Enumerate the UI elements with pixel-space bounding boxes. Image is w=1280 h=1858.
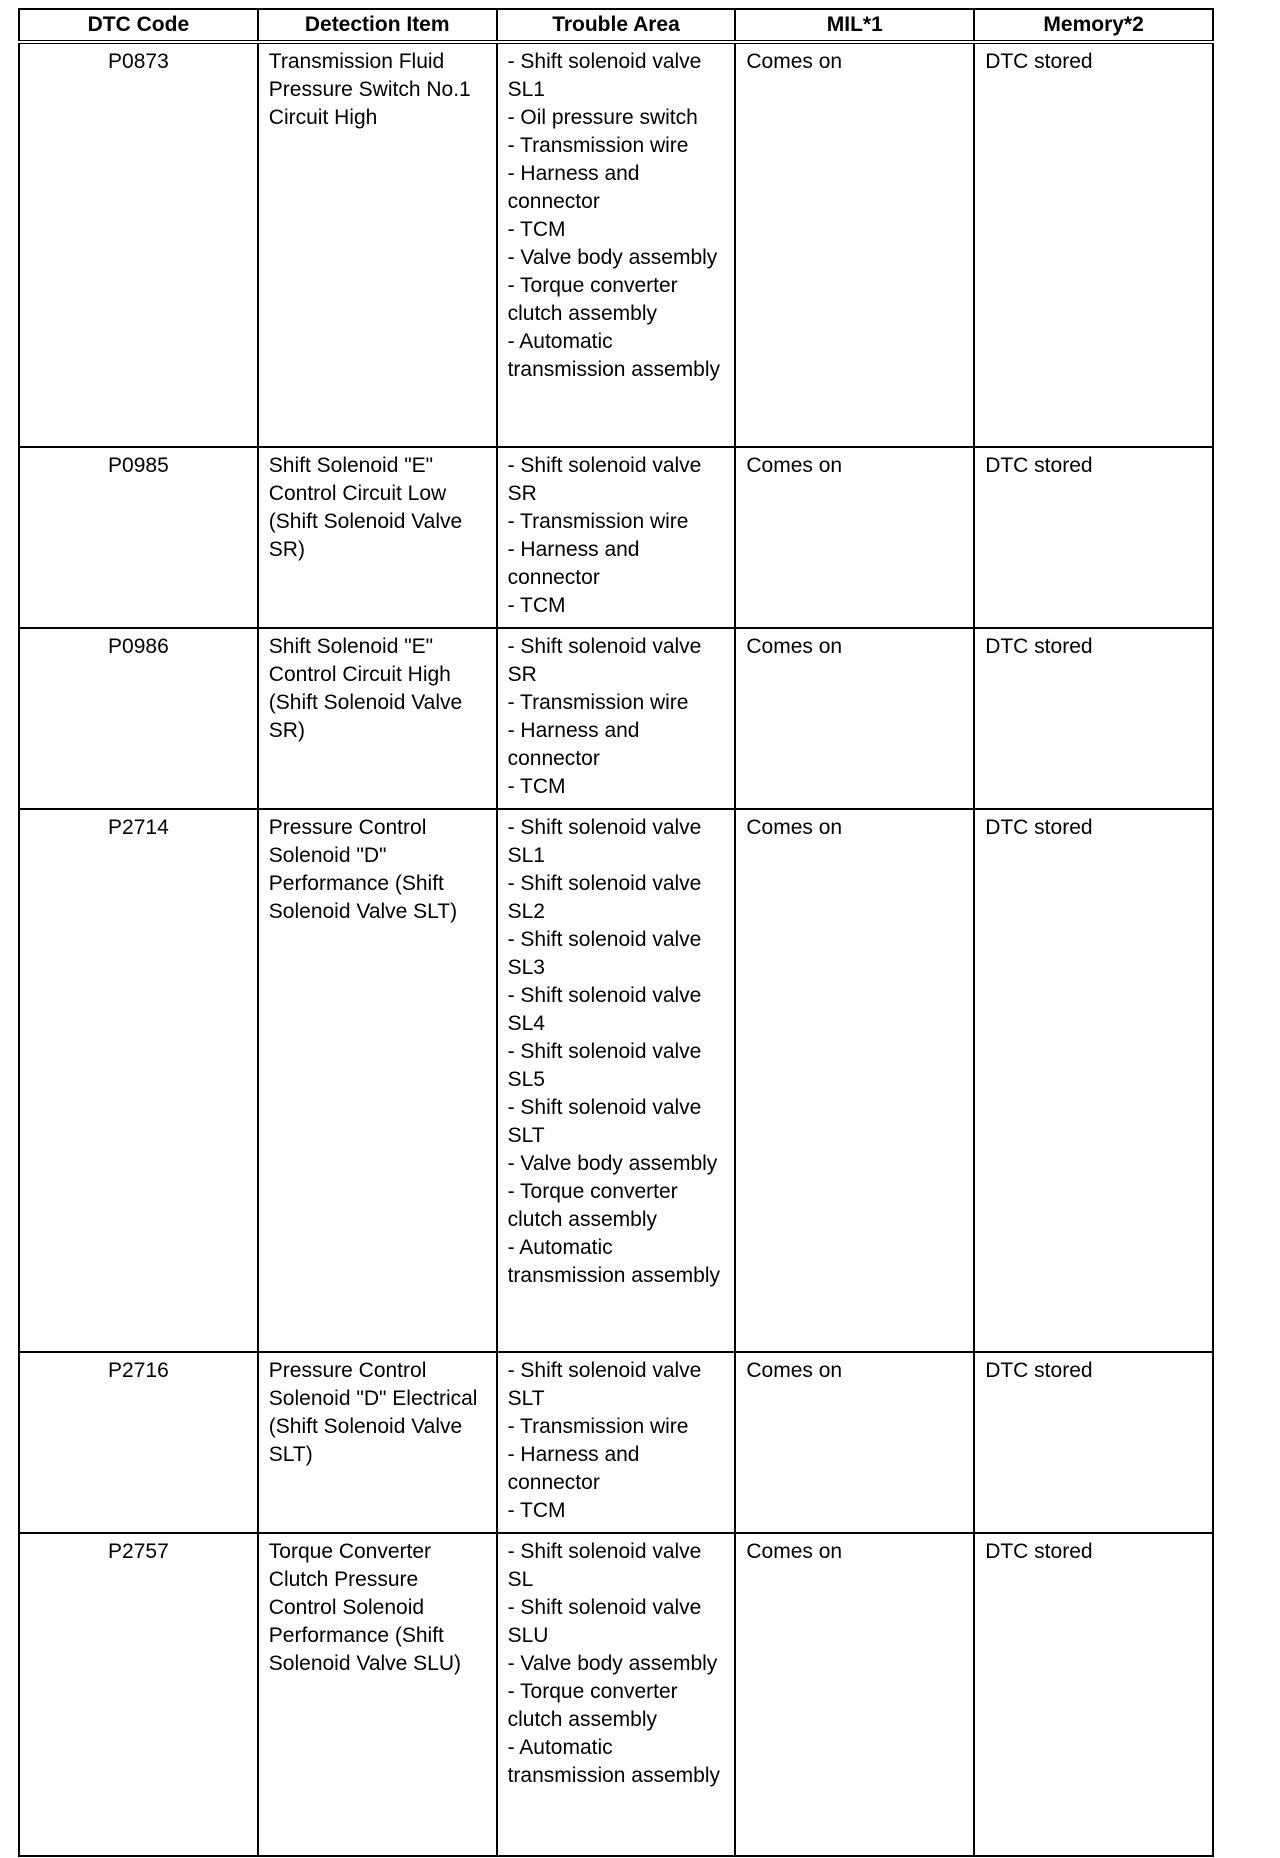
detection-item-cell: Transmission Fluid Pressure Switch No.1 Circuit High (258, 42, 497, 447)
trouble-area-item: - Torque converter clutch assembly (507, 1680, 678, 1731)
dtc-code-cell: P2757 (19, 1533, 258, 1856)
trouble-area-item: - Shift solenoid valve SLT (507, 1096, 702, 1147)
table-row (19, 809, 1213, 1352)
detection-item-cell: Pressure Control Solenoid "D" Performance (Shift Solenoid Valve SLT) (258, 809, 497, 1352)
trouble-area-item: - Valve body assembly (507, 1152, 718, 1175)
trouble-area-item: - TCM (507, 775, 566, 798)
trouble-area-item: - Torque converter clutch assembly (507, 274, 678, 325)
trouble-area-item: - Shift solenoid valve SL (507, 1540, 702, 1591)
trouble-area-item: - Valve body assembly (507, 1652, 718, 1675)
table-row (19, 1352, 1213, 1533)
dtc-code-cell: P0873 (19, 42, 258, 447)
header-dtc-code: DTC Code (19, 9, 258, 42)
trouble-area-item: - Shift solenoid valve SL3 (507, 928, 702, 979)
trouble-area-item: - Harness and connector (507, 538, 640, 589)
trouble-area-cell (497, 628, 736, 809)
header-memory: Memory*2 (974, 9, 1213, 42)
trouble-area-item: - Valve body assembly (507, 246, 718, 269)
header-row (19, 9, 1213, 42)
detection-item-cell: Pressure Control Solenoid "D" Electrical (Shift Solenoid Valve SLT) (258, 1352, 497, 1533)
mil-cell: Comes on (735, 1352, 974, 1533)
memory-cell: DTC stored (974, 1352, 1213, 1533)
trouble-area-item: - Transmission wire (507, 134, 689, 157)
header-mil: MIL*1 (735, 9, 974, 42)
trouble-area-item: - Shift solenoid valve SLU (507, 1596, 702, 1647)
dtc-code-cell: P0985 (19, 447, 258, 628)
mil-cell: Comes on (735, 628, 974, 809)
memory-cell: DTC stored (974, 628, 1213, 809)
table-row (19, 628, 1213, 809)
trouble-area-item: - Oil pressure switch (507, 106, 698, 129)
trouble-area-item: - Shift solenoid valve SR (507, 454, 702, 505)
dtc-table (18, 8, 1214, 1857)
trouble-area-item: - TCM (507, 1499, 566, 1522)
trouble-area-item: - Harness and connector (507, 162, 640, 213)
detection-item-cell: Torque Converter Clutch Pressure Control Solenoid Performance (Shift Solenoid Valve SLU) (258, 1533, 497, 1856)
trouble-area-cell (497, 809, 736, 1352)
mil-cell: Comes on (735, 1533, 974, 1856)
trouble-area-cell (497, 1533, 736, 1856)
memory-cell: DTC stored (974, 1533, 1213, 1856)
mil-cell: Comes on (735, 447, 974, 628)
trouble-area-item: - Shift solenoid valve SLT (507, 1359, 702, 1410)
trouble-area-item: - TCM (507, 218, 566, 241)
trouble-area-item: - Automatic transmission assembly (507, 1236, 720, 1287)
detection-item-cell: Shift Solenoid "E" Control Circuit Low (Shift Solenoid Valve SR) (258, 447, 497, 628)
trouble-area-item: - Torque converter clutch assembly (507, 1180, 678, 1231)
trouble-area-item: - Transmission wire (507, 691, 689, 714)
table-row (19, 1533, 1213, 1856)
trouble-area-item: - Transmission wire (507, 510, 689, 533)
mil-cell: Comes on (735, 42, 974, 447)
header-trouble-area: Trouble Area (497, 9, 736, 42)
trouble-area-cell (497, 42, 736, 447)
trouble-area-item: - Harness and connector (507, 1443, 640, 1494)
detection-item-cell: Shift Solenoid "E" Control Circuit High (Shift Solenoid Valve SR) (258, 628, 497, 809)
trouble-area-item: - Transmission wire (507, 1415, 689, 1438)
dtc-code-cell: P2714 (19, 809, 258, 1352)
trouble-area-cell (497, 1352, 736, 1533)
dtc-code-cell: P2716 (19, 1352, 258, 1533)
table-row (19, 447, 1213, 628)
trouble-area-cell (497, 447, 736, 628)
table-body (19, 42, 1213, 1856)
memory-cell: DTC stored (974, 42, 1213, 447)
header-detection-item: Detection Item (258, 9, 497, 42)
trouble-area-item: - Shift solenoid valve SL1 (507, 50, 702, 101)
trouble-area-item: - TCM (507, 594, 566, 617)
memory-cell: DTC stored (974, 447, 1213, 628)
mil-cell: Comes on (735, 809, 974, 1352)
dtc-code-cell: P0986 (19, 628, 258, 809)
trouble-area-item: - Automatic transmission assembly (507, 330, 720, 381)
trouble-area-item: - Automatic transmission assembly (507, 1736, 720, 1787)
trouble-area-item: - Shift solenoid valve SL5 (507, 1040, 702, 1091)
trouble-area-item: - Shift solenoid valve SR (507, 635, 702, 686)
trouble-area-item: - Shift solenoid valve SL4 (507, 984, 702, 1035)
memory-cell: DTC stored (974, 809, 1213, 1352)
trouble-area-item: - Harness and connector (507, 719, 640, 770)
trouble-area-item: - Shift solenoid valve SL1 (507, 816, 702, 867)
table-row (19, 42, 1213, 447)
trouble-area-item: - Shift solenoid valve SL2 (507, 872, 702, 923)
